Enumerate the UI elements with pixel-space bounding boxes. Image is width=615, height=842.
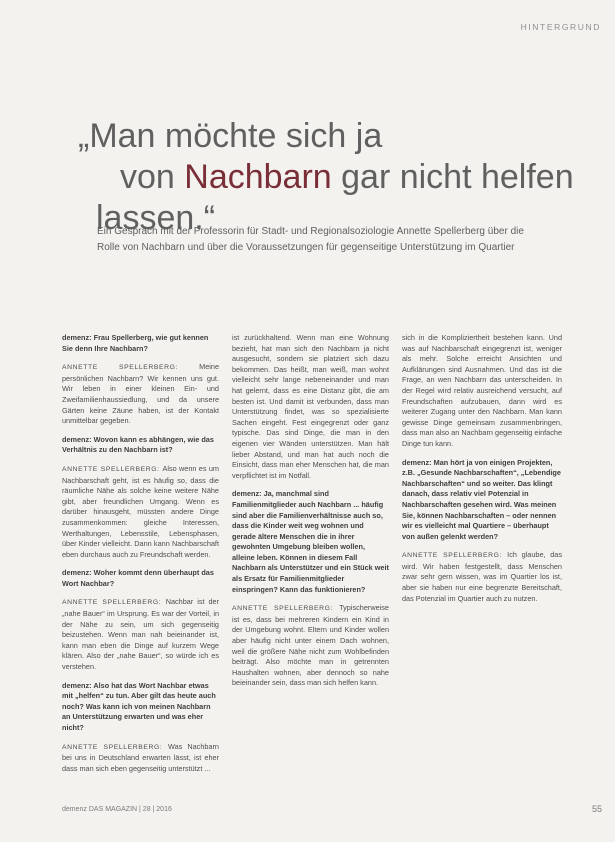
speaker-name: ANNETTE SPELLERBERG: [232,605,340,613]
interview-question [402,458,562,543]
text-column-2 [232,333,389,697]
paragraph-text: Meine persönlichen Nachbarn? Wir kennen uns gut. Wir leben in einer kleinen Ein- und Zweifamilienhaussiedlung, und da unsere Gärten keine Zäune haben, ist der Kontakt unmittelbar gegeben. [62,362,219,426]
interview-answer [62,742,219,775]
interview-question [62,435,219,456]
paragraph-text: ist zurückhaltend. Wenn man eine Wohnung bezieht, hat man sich den Nachbarn ja nicht ausgesucht, sondern sie platziert sich dazu bekommen. Das heißt, man weiß, man wohnt vielleicht sehr lange nebeneinander und man hat gelernt, dass es eine Distanz gibt, die am besten ist. Und damit ist verbunden, dass man Unterstützung findet, was so spezialisierte Sachen eingeht. Fest eingegrenzt oder ganz typische. Das sind Dinge, die man in den eigenen vier Wänden unterstützen. Man hält lieber Abstand, und man hat auch noch die Einsicht, dass man eher Menschen hat, die man verpflichtet ist im Notfall. [232,333,389,480]
title-line-3: lassen.“ [96,199,216,237]
paragraph-text: Ich glaube, das wird. Wir haben festgestellt, dass Menschen zwar sehr gern wissen, was im Quartier los ist, aber sie haben nur eine begrenzte Bereitschaft, das Potenzial im Quartier auch zu nutzen. [402,550,562,603]
paragraph-text: demenz: Also hat das Wort Nachbar etwas mit „helfen“ zu tun. Aber gilt das heute auch noch? Was kann ich von meinen Nachbarn an Unterstützung erwarten und was eher nicht? [62,680,216,732]
speaker-name: ANNETTE SPELLERBERG: [62,743,168,751]
speaker-name: ANNETTE SPELLERBERG: [62,364,200,372]
interview-answer [62,464,219,560]
interview-question [62,333,219,354]
paragraph-text: demenz: Ja, manchmal sind Familienmitglieder auch Nachbarn ... häufig sind aber die Familienverhältnisse auch so, dass die Kinder weit weg wohnen und gerade ältere Menschen die in ihrer gewohnten Umgebung bleiben wollen, alleine leben. Können in diesem Fall Nachbarn als Unterstützer und ein Stück weit als Ersatz für Familienmitglieder einspringen? Kann das funktionieren? [232,489,389,594]
page-number: 55 [591,804,602,814]
paragraph-text: Typischerweise ist es, dass bei mehreren Kindern ein Kind in der Umgebung wohnt. Eltern und Kinder wollen aber häufig nicht unter einem Dach wohnen, weil die größere Nähe nicht zum Wohlbefinden beiträgt. Also möchte man in getrennten Haushalten wohnen, aber dennoch so nahe beieinander sein, dass man sich helfen kann. [232,603,389,688]
footer-magazine: demenz [62,806,87,813]
speaker-name: ANNETTE SPELLERBERG: [62,599,166,607]
paragraph-text: demenz: Woher kommt denn überhaupt das Wort Nachbar? [62,568,214,588]
interview-answer [232,333,389,481]
interview-answer [402,550,562,604]
footer-issue: DAS MAGAZIN | 28 | 2016 [88,806,172,813]
paragraph-text: Nachbar ist der „nahe Bauer“ im Ursprung. Es war der Vorteil, in der Nähe zu sein, um sich gegenseitig beizustehen. Wenn man nah beieinander ist, kann man eben die Dinge auf kurzem Wege klären. Also der „nahe Bauer“, so würde ich es verstehen. [62,597,219,672]
title-line-2: von Nachbarn gar nicht helfen [120,158,574,196]
interview-answer [232,603,389,689]
paragraph-text: demenz: Frau Spellerberg, wie gut kennen Sie denn Ihre Nachbarn? [62,333,209,353]
interview-answer [62,597,219,672]
section-label: HINTERGRUND [520,22,601,32]
article-intro: Ein Gespräch mit der Professorin für Stadt- und Regionalsoziologie Annette Spellerberg über die Rolle von Nachbarn und über die Voraussetzungen für gegenseitige Unterstützung im Quartier [97,226,524,253]
interview-question [232,489,389,595]
paragraph-text: demenz: Man hört ja von einigen Projekten, z.B. „Gesunde Nachbarschaften“, „Lebendige Nachbarschaften“ und so weiter. Das klingt danach, dass relativ viel Potenzial in Nachbarschaften gesehen wird. Was meinen Sie, können Nachbarschaften – oder nennen wir es vielleicht mal Quartiere – überhaupt von außen gelenkt werden? [402,457,561,541]
title-highlight: Nachbarn [184,158,332,196]
interview-answer [62,362,219,427]
paragraph-text: demenz: Wovon kann es abhängen, wie das Verhältnis zu den Nachbarn ist? [62,434,214,455]
paragraph-text: sich in die Kompliziertheit bestehen kann. Und was auf Nachbarschaft eingegrenzt ist, weniger als mehr. Solche erreicht Ansichten und Aufklärungen sind Ausnahmen. Und das ist die Frage, an wen Nachbarn das unterscheiden. In der Regel wird relativ ausreichend versucht, auf Freundschaften aufzubauen, dann wird es weiterer Zugang unter den Nachbarn. Man kann gewisse Dinge gemeinsam zusammenbringen, dass man also an Nachbarn gegenseitig einfache Dinge tun kann. [402,333,562,448]
text-column-3 [402,333,562,612]
title-line-1: „Man möchte sich ja [78,117,383,155]
interview-question [62,681,219,734]
interview-answer [402,333,562,450]
article-title [78,116,613,239]
speaker-name: ANNETTE SPELLERBERG: [402,552,508,560]
page-footer [62,806,602,813]
text-column-1 [62,333,219,782]
paragraph-text: Was Nachbarn bei uns in Deutschland erwarten lässt, ist eher dass man sich eben gegenseitig unterstützt ... [62,741,219,773]
speaker-name: ANNETTE SPELLERBERG: [62,465,163,473]
interview-question [62,568,219,589]
paragraph-text: Also wenn es um Nachbarschaft geht, ist es häufig so, dass die räumliche Nähe als solche keine weitere Nähe gibt, aber freundlichen Umgang. Wenn es darüber hinausgeht, müssten andere Dinge zusammenkommen: gleiche Interessen, Werthaltungen, Lebensstile, Lebensphasen, über Kinder vielleicht. Dann kann Nachbarschaft eben durchaus auch zu Freundschaft werden. [62,463,219,559]
